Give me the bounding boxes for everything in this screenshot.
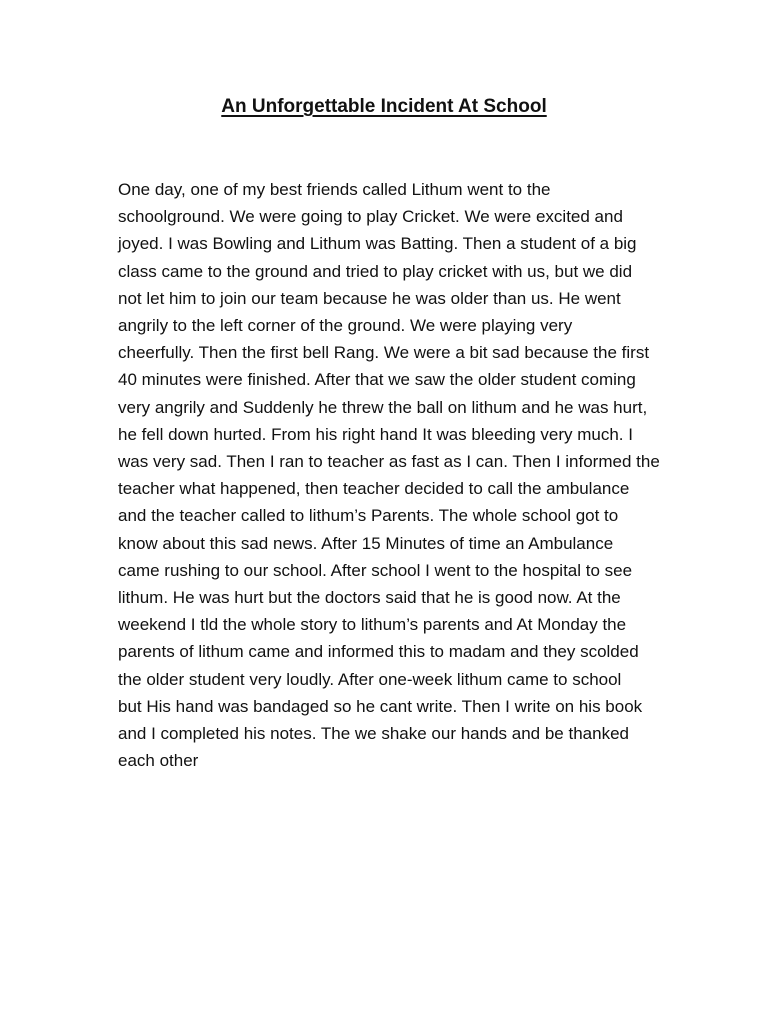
body-line: and the teacher called to lithum’s Parents. The whole school got to bbox=[118, 506, 619, 526]
document-body bbox=[118, 176, 678, 774]
body-line: each other bbox=[118, 751, 199, 771]
body-line: came rushing to our school. After school I went to the hospital to see bbox=[118, 560, 633, 580]
body-line: class came to the ground and tried to play cricket with us, but we did bbox=[118, 261, 633, 281]
body-line: not let him to join our team because he was older than us. He went bbox=[118, 288, 621, 308]
body-line: but His hand was bandaged so he cant write. Then I write on his book bbox=[118, 696, 643, 716]
body-line: teacher what happened, then teacher decided to call the ambulance bbox=[118, 479, 630, 499]
body-line: very angrily and Suddenly he threw the ball on lithum and he was hurt, bbox=[118, 397, 648, 417]
body-line: he fell down hurted. From his right hand It was bleeding very much. I bbox=[118, 424, 633, 444]
body-line: joyed. I was Bowling and Lithum was Batting. Then a student of a big bbox=[118, 234, 637, 254]
body-line: the older student very loudly. After one-week lithum came to school bbox=[118, 669, 622, 689]
body-line: weekend I tld the whole story to lithum’s parents and At Monday the bbox=[118, 615, 627, 635]
body-line: was very sad. Then I ran to teacher as fast as I can. Then I informed the bbox=[118, 452, 660, 472]
body-line: parents of lithum came and informed this to madam and they scolded bbox=[118, 642, 639, 662]
body-line: One day, one of my best friends called Lithum went to the bbox=[118, 180, 551, 199]
body-line: cheerfully. Then the first bell Rang. We were a bit sad because the first bbox=[118, 343, 650, 363]
body-line: lithum. He was hurt but the doctors said that he is good now. At the bbox=[118, 588, 621, 608]
body-line: angrily to the left corner of the ground. We were playing very bbox=[118, 316, 573, 336]
body-line: and I completed his notes. The we shake our hands and be thanked bbox=[118, 724, 629, 744]
body-line: schoolground. We were going to play Cricket. We were excited and bbox=[118, 207, 623, 227]
body-line: 40 minutes were finished. After that we saw the older student coming bbox=[118, 370, 636, 390]
body-line: know about this sad news. After 15 Minutes of time an Ambulance bbox=[118, 533, 614, 553]
document-title: An Unforgettable Incident At School bbox=[221, 96, 547, 117]
